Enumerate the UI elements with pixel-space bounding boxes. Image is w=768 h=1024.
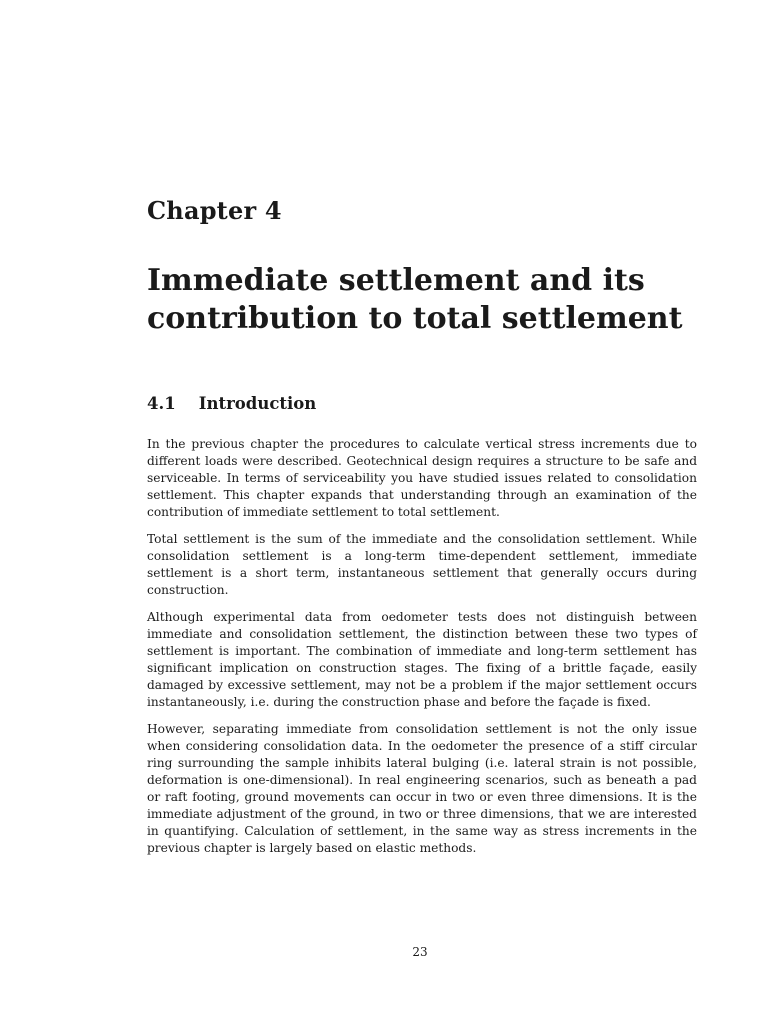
chapter-title bbox=[147, 262, 707, 338]
paragraph: Total settlement is the sum of the immediate and the consolidation settlement. While consolidation settlement is a long-term time-dependent settlement, immediate settlement is a short term, instantaneous settlement that generally occurs during construction. bbox=[147, 532, 697, 597]
section-heading bbox=[147, 394, 316, 413]
chapter-title-line-2: contribution to total settlement bbox=[147, 301, 683, 336]
chapter-label: Chapter 4 bbox=[147, 196, 282, 225]
paragraph: In the previous chapter the procedures to calculate vertical stress increments due to different loads were described. Geotechnical design requires a structure to be safe and serviceable. In terms of serviceability you have studied issues related to consolidation settlement. This chapter expands that understanding through an examination of the contribution of immediate settlement to total settlement. bbox=[147, 437, 697, 519]
page-number: 23 bbox=[412, 945, 428, 959]
chapter-title-line-1: Immediate settlement and its bbox=[147, 263, 645, 298]
section-number: 4.1 bbox=[147, 394, 176, 413]
section-title: Introduction bbox=[198, 394, 317, 413]
paragraph: However, separating immediate from consolidation settlement is not the only issue when considering consolidation data. In the oedometer the presence of a stiff circular ring surrounding the sample inhibits lateral bulging (i.e. lateral strain is not possible, deformation is one-dimensional). In real engineering scenarios, such as beneath a pad or raft footing, ground movements can occur in two or even three dimensions. It is the immediate adjustment of the ground, in two or three dimensions, that we are interested in quantifying. Calculation of settlement, in the same way as stress increments in the previous chapter is largely based on elastic methods. bbox=[147, 722, 697, 855]
paragraph: Although experimental data from oedometer tests does not distinguish between immediate and consolidation settlement, the distinction between these two types of settlement is important. The combination of immediate and long-term settlement has significant implication on construction stages. The fixing of a brittle façade, easily damaged by excessive settlement, may not be a problem if the major settlement occurs instantaneously, i.e. during the construction phase and before the façade is fixed. bbox=[147, 610, 697, 709]
body-text bbox=[147, 436, 697, 867]
